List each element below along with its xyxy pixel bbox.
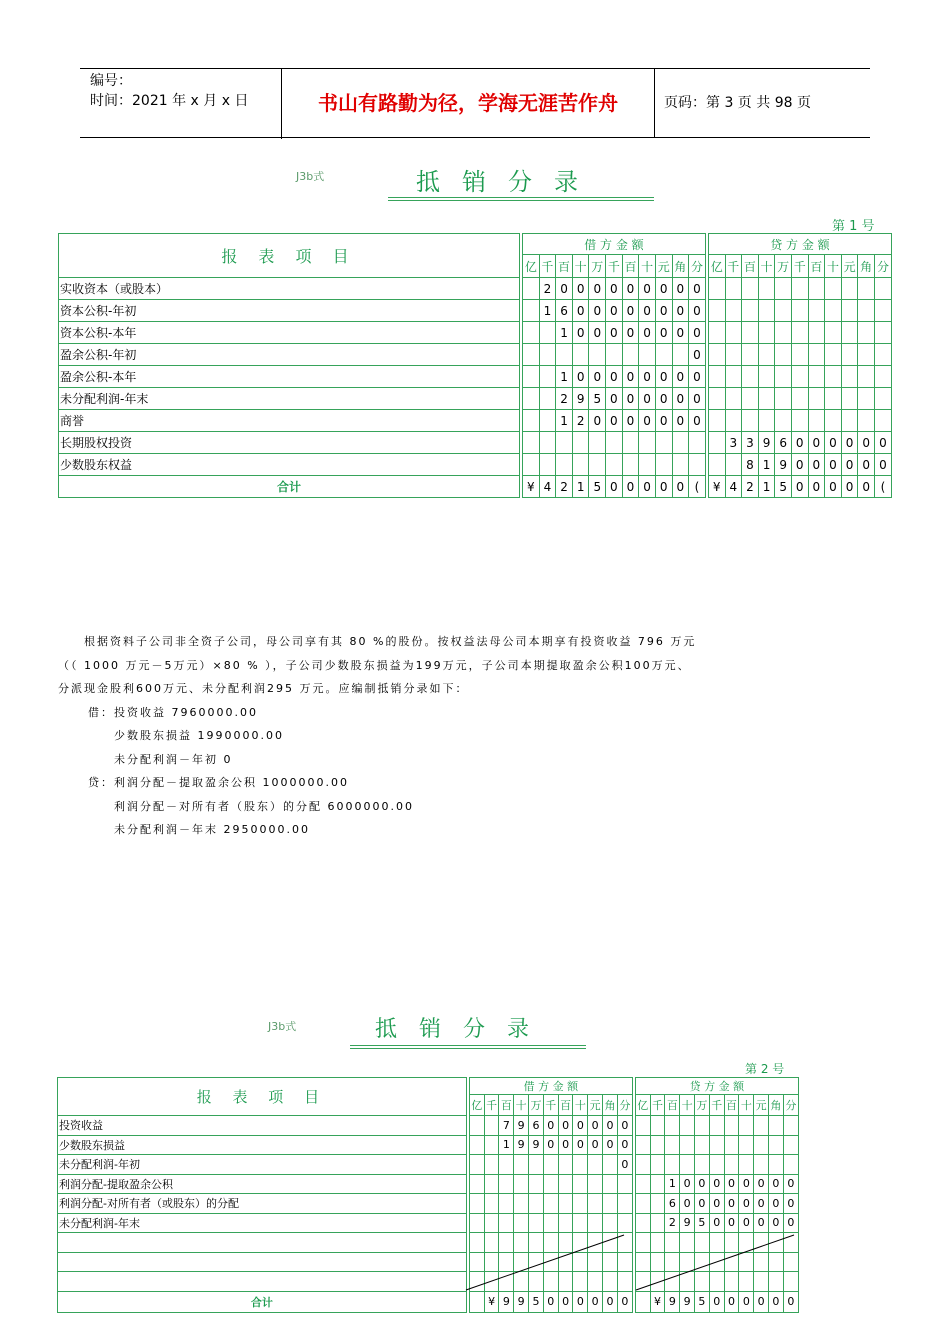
debit-digit: 0 — [655, 366, 672, 388]
unit-header: 万 — [775, 255, 792, 278]
credit-strike-line — [636, 1235, 794, 1290]
column-header-credit: 贷 方 金 额 — [635, 1078, 798, 1095]
unit-header: 百 — [724, 1095, 739, 1116]
total-credit-digit: 0 — [754, 1291, 769, 1312]
total-credit-digit: 0 — [808, 476, 825, 498]
total-debit-digit: 0 — [639, 476, 656, 498]
unit-header: 万 — [529, 1095, 544, 1116]
credit-digit: 0 — [739, 1213, 754, 1233]
debit-digit: 0 — [606, 278, 623, 300]
page-label: 页码：第 3 页 共 98 页 — [664, 95, 811, 111]
debit-digit: 0 — [589, 300, 606, 322]
debit-digit: 0 — [689, 366, 706, 388]
item-name: 未分配利润-年末 — [59, 388, 520, 410]
item-name: 少数股东权益 — [59, 454, 520, 476]
debit-digit: 2 — [539, 278, 556, 300]
unit-header: 百 — [499, 1095, 514, 1116]
credit-digit: 0 — [769, 1174, 784, 1194]
debit-digit: 1 — [556, 410, 573, 432]
credit-digit: 0 — [709, 1194, 724, 1214]
debit-digit: 0 — [689, 300, 706, 322]
debit-digit: 0 — [639, 322, 656, 344]
unit-header: 百 — [556, 255, 573, 278]
journal-line: 未分配利润－年末 2950000.00 — [88, 823, 310, 836]
debit-digit: 0 — [655, 300, 672, 322]
unit-header: 千 — [484, 1095, 499, 1116]
total-credit-digit: 0 — [841, 476, 858, 498]
credit-digit: 9 — [775, 454, 792, 476]
debit-strike-line — [466, 1235, 624, 1290]
item-name: 商誉 — [59, 410, 520, 432]
debit-digit: 0 — [617, 1116, 632, 1136]
unit-header: 角 — [672, 255, 689, 278]
column-header-credit: 贷 方 金 额 — [708, 234, 891, 255]
total-credit-digit: 0 — [769, 1291, 784, 1312]
debit-digit: 0 — [639, 388, 656, 410]
debit-digit: 0 — [588, 1116, 603, 1136]
debit-digit: 0 — [589, 366, 606, 388]
debit-digit: 0 — [603, 1116, 618, 1136]
total-debit-digit: 2 — [556, 476, 573, 498]
total-credit-digit: 0 — [783, 1291, 798, 1312]
item-name: 投资收益 — [58, 1116, 467, 1136]
total-credit-digit: 9 — [665, 1291, 680, 1312]
credit-digit: 0 — [825, 454, 842, 476]
credit-digit: 8 — [742, 454, 759, 476]
credit-digit: 0 — [680, 1174, 695, 1194]
total-credit-digit: 0 — [739, 1291, 754, 1312]
unit-header: 元 — [841, 255, 858, 278]
debit-digit: 0 — [573, 1116, 588, 1136]
debit-digit: 0 — [689, 410, 706, 432]
credit-digit: 0 — [695, 1194, 710, 1214]
credit-digit: 6 — [665, 1194, 680, 1214]
unit-header: 百 — [665, 1095, 680, 1116]
total-credit-digit: ( — [874, 476, 891, 498]
total-debit-digit: 4 — [539, 476, 556, 498]
debit-digit: 0 — [639, 410, 656, 432]
unit-header: 千 — [539, 255, 556, 278]
debit-digit: 0 — [606, 322, 623, 344]
unit-header: 百 — [558, 1095, 573, 1116]
debit-digit: 0 — [655, 322, 672, 344]
total-credit-digit: 0 — [724, 1291, 739, 1312]
debit-digit: 0 — [622, 410, 639, 432]
total-credit-digit: 5 — [775, 476, 792, 498]
credit-digit: 2 — [665, 1213, 680, 1233]
credit-digit: 0 — [791, 454, 808, 476]
total-debit-digit: 0 — [573, 1291, 588, 1312]
debit-digit: 1 — [556, 322, 573, 344]
credit-digit: 0 — [858, 432, 875, 454]
debit-digit: 0 — [606, 366, 623, 388]
unit-header: 千 — [791, 255, 808, 278]
debit-digit: 0 — [617, 1135, 632, 1155]
debit-digit: 0 — [655, 278, 672, 300]
total-debit-digit: 9 — [499, 1291, 514, 1312]
debit-digit: 0 — [543, 1135, 558, 1155]
unit-header: 角 — [858, 255, 875, 278]
debit-digit: 0 — [639, 300, 656, 322]
credit-digit: 0 — [724, 1213, 739, 1233]
credit-digit: 0 — [808, 454, 825, 476]
unit-header: 百 — [808, 255, 825, 278]
debit-digit: 0 — [672, 388, 689, 410]
unit-header: 千 — [543, 1095, 558, 1116]
unit-header: 万 — [695, 1095, 710, 1116]
unit-header: 亿 — [635, 1095, 650, 1116]
unit-header: 千 — [709, 1095, 724, 1116]
debit-digit: 9 — [514, 1116, 529, 1136]
unit-header: 角 — [603, 1095, 618, 1116]
credit-digit: 0 — [808, 432, 825, 454]
debit-digit: 0 — [572, 300, 589, 322]
debit-digit: 0 — [617, 1155, 632, 1175]
debit-digit: 1 — [499, 1135, 514, 1155]
debit-digit: 0 — [689, 278, 706, 300]
debit-digit: 0 — [655, 410, 672, 432]
unit-header: 十 — [573, 1095, 588, 1116]
debit-digit: 0 — [672, 278, 689, 300]
debit-digit: 0 — [689, 388, 706, 410]
item-name: 盈余公积-本年 — [59, 366, 520, 388]
credit-digit: 0 — [858, 454, 875, 476]
debit-digit: 0 — [543, 1116, 558, 1136]
explanation-line: （（ 1000 万元－5万元）×80 % ），子公司少数股东损益为199万元，子公司本期提取盈余公积100万元、 — [58, 658, 691, 672]
item-name: 未分配利润-年末 — [58, 1213, 467, 1233]
total-credit-digit: ¥ — [708, 476, 725, 498]
column-header-item: 报 表 项 目 — [58, 1078, 467, 1116]
debit-digit: 0 — [689, 322, 706, 344]
debit-digit: 1 — [556, 366, 573, 388]
credit-digit: 3 — [742, 432, 759, 454]
unit-header: 百 — [622, 255, 639, 278]
entry-number-1: 第 1 号 — [832, 219, 875, 234]
credit-digit: 0 — [783, 1194, 798, 1214]
journal-line: 未分配利润－年初 0 — [88, 752, 233, 766]
explanation-line: 分派现金股利600万元、未分配利润295 万元。应编制抵销分录如下： — [58, 682, 469, 695]
unit-header: 分 — [689, 255, 706, 278]
total-debit-digit: 0 — [617, 1291, 632, 1312]
total-credit-digit: 0 — [791, 476, 808, 498]
credit-digit: 0 — [754, 1213, 769, 1233]
total-credit-digit: ¥ — [650, 1291, 665, 1312]
total-label: 合计 — [59, 476, 520, 498]
journal-line: 利润分配－对所有者（股东）的分配 6000000.00 — [88, 799, 414, 813]
item-name: 资本公积-年初 — [59, 300, 520, 322]
debit-digit: 6 — [529, 1116, 544, 1136]
credit-digit: 0 — [724, 1174, 739, 1194]
debit-digit: 0 — [572, 322, 589, 344]
debit-digit: 0 — [606, 388, 623, 410]
debit-digit: 0 — [606, 300, 623, 322]
debit-digit: 0 — [572, 366, 589, 388]
debit-digit: 0 — [639, 366, 656, 388]
unit-header: 万 — [589, 255, 606, 278]
debit-digit: 0 — [622, 278, 639, 300]
credit-digit: 0 — [769, 1194, 784, 1214]
debit-digit: 0 — [672, 322, 689, 344]
total-debit-digit: 5 — [529, 1291, 544, 1312]
debit-digit: 0 — [689, 344, 706, 366]
credit-digit: 0 — [754, 1174, 769, 1194]
debit-digit: 9 — [572, 388, 589, 410]
item-name: 资本公积-本年 — [59, 322, 520, 344]
total-debit-digit: 0 — [543, 1291, 558, 1312]
total-credit-digit: 0 — [858, 476, 875, 498]
credit-digit: 6 — [775, 432, 792, 454]
item-name: 盈余公积-年初 — [59, 344, 520, 366]
item-name: 利润分配-对所有者（或股东）的分配 — [58, 1194, 467, 1214]
credit-digit: 3 — [725, 432, 742, 454]
debit-digit: 0 — [572, 278, 589, 300]
total-credit-digit: 0 — [825, 476, 842, 498]
unit-header: 十 — [739, 1095, 754, 1116]
number-label: 编号： — [90, 73, 132, 89]
debit-digit: 7 — [499, 1116, 514, 1136]
debit-digit: 0 — [589, 410, 606, 432]
total-credit-digit: 1 — [758, 476, 775, 498]
unit-header: 千 — [606, 255, 623, 278]
unit-header: 十 — [639, 255, 656, 278]
credit-digit: 0 — [724, 1194, 739, 1214]
total-debit-digit: 0 — [655, 476, 672, 498]
unit-header: 亿 — [469, 1095, 484, 1116]
credit-digit: 0 — [783, 1213, 798, 1233]
unit-header: 千 — [725, 255, 742, 278]
debit-digit: 0 — [622, 300, 639, 322]
debit-digit: 2 — [556, 388, 573, 410]
total-debit-digit: ¥ — [523, 476, 540, 498]
debit-digit: 0 — [556, 278, 573, 300]
total-credit-digit: 5 — [695, 1291, 710, 1312]
total-debit-digit: ¥ — [484, 1291, 499, 1312]
credit-digit: 5 — [695, 1213, 710, 1233]
unit-header: 分 — [783, 1095, 798, 1116]
credit-digit: 0 — [709, 1213, 724, 1233]
debit-digit: 0 — [639, 278, 656, 300]
total-debit-digit: 0 — [588, 1291, 603, 1312]
total-credit-digit: 9 — [680, 1291, 695, 1312]
unit-header: 千 — [650, 1095, 665, 1116]
date-label: 时间：2021 年 x 月 x 日 — [90, 93, 249, 109]
credit-digit: 0 — [783, 1174, 798, 1194]
unit-header: 百 — [742, 255, 759, 278]
unit-header: 十 — [514, 1095, 529, 1116]
debit-digit: 0 — [672, 410, 689, 432]
journal-line: 借：投资收益 7960000.00 — [88, 705, 258, 719]
journal-line: 贷：利润分配－提取盈余公积 1000000.00 — [88, 776, 349, 789]
debit-digit: 0 — [558, 1135, 573, 1155]
debit-digit: 1 — [539, 300, 556, 322]
credit-digit: 0 — [874, 454, 891, 476]
column-header-item: 报 表 项 目 — [59, 234, 520, 278]
credit-digit: 1 — [758, 454, 775, 476]
debit-digit: 0 — [588, 1135, 603, 1155]
unit-header: 亿 — [708, 255, 725, 278]
unit-header: 亿 — [523, 255, 540, 278]
total-debit-digit: ( — [689, 476, 706, 498]
item-name: 长期股权投资 — [59, 432, 520, 454]
title-1: 抵销分录 — [416, 168, 600, 196]
unit-header: 分 — [617, 1095, 632, 1116]
total-debit-digit: 9 — [514, 1291, 529, 1312]
debit-digit: 0 — [672, 300, 689, 322]
credit-digit: 0 — [791, 432, 808, 454]
item-name: 少数股东损益 — [58, 1135, 467, 1155]
form-code-1: J3b式 — [296, 170, 325, 183]
debit-digit: 2 — [572, 410, 589, 432]
unit-header: 十 — [572, 255, 589, 278]
unit-header: 角 — [769, 1095, 784, 1116]
explanation-line: 根据资料子公司非全资子公司，母公司享有其 80 %的股份。按权益法母公司本期享有投资收益 796 万元 — [58, 635, 697, 648]
credit-digit: 9 — [758, 432, 775, 454]
credit-digit: 0 — [739, 1194, 754, 1214]
unit-header: 元 — [655, 255, 672, 278]
debit-digit: 0 — [622, 388, 639, 410]
total-credit-digit: 0 — [709, 1291, 724, 1312]
debit-digit: 0 — [603, 1135, 618, 1155]
column-header-debit: 借 方 金 额 — [523, 234, 706, 255]
motto: 书山有路勤为径，学海无涯苦作舟 — [282, 69, 655, 137]
form-code-2: J3b式 — [268, 1020, 297, 1033]
item-name: 实收资本（或股本） — [59, 278, 520, 300]
debit-digit: 0 — [622, 366, 639, 388]
debit-digit: 9 — [529, 1135, 544, 1155]
total-debit-digit: 0 — [606, 476, 623, 498]
column-header-debit: 借 方 金 额 — [469, 1078, 632, 1095]
credit-digit: 0 — [695, 1174, 710, 1194]
debit-digit: 0 — [589, 278, 606, 300]
total-debit-digit: 0 — [622, 476, 639, 498]
credit-digit: 9 — [680, 1213, 695, 1233]
entry-number-2: 第 2 号 — [745, 1062, 785, 1076]
debit-digit: 6 — [556, 300, 573, 322]
credit-digit: 0 — [680, 1194, 695, 1214]
credit-digit: 0 — [769, 1213, 784, 1233]
total-debit-digit: 1 — [572, 476, 589, 498]
debit-digit: 0 — [655, 388, 672, 410]
credit-digit: 0 — [825, 432, 842, 454]
journal-line: 少数股东损益 1990000.00 — [88, 729, 284, 742]
debit-digit: 0 — [672, 366, 689, 388]
unit-header: 元 — [588, 1095, 603, 1116]
total-debit-digit: 5 — [589, 476, 606, 498]
debit-digit: 0 — [573, 1135, 588, 1155]
credit-digit: 0 — [739, 1174, 754, 1194]
debit-digit: 9 — [514, 1135, 529, 1155]
unit-header: 分 — [874, 255, 891, 278]
total-debit-digit: 0 — [603, 1291, 618, 1312]
credit-digit: 0 — [754, 1194, 769, 1214]
debit-digit: 0 — [558, 1116, 573, 1136]
debit-digit: 0 — [606, 410, 623, 432]
credit-digit: 0 — [841, 432, 858, 454]
unit-header: 元 — [754, 1095, 769, 1116]
total-credit-digit: 2 — [742, 476, 759, 498]
unit-header: 十 — [825, 255, 842, 278]
total-credit-digit: 4 — [725, 476, 742, 498]
unit-header: 十 — [680, 1095, 695, 1116]
credit-digit: 0 — [874, 432, 891, 454]
debit-digit: 0 — [622, 322, 639, 344]
item-name: 未分配利润-年初 — [58, 1155, 467, 1175]
credit-digit: 1 — [665, 1174, 680, 1194]
title-2: 抵销分录 — [375, 1017, 552, 1042]
credit-digit: 0 — [709, 1174, 724, 1194]
total-debit-digit: 0 — [672, 476, 689, 498]
credit-digit: 0 — [841, 454, 858, 476]
debit-digit: 5 — [589, 388, 606, 410]
item-name: 利润分配-提取盈余公积 — [58, 1174, 467, 1194]
unit-header: 十 — [758, 255, 775, 278]
total-debit-digit: 0 — [558, 1291, 573, 1312]
total-label: 合计 — [58, 1291, 467, 1312]
debit-digit: 0 — [589, 322, 606, 344]
